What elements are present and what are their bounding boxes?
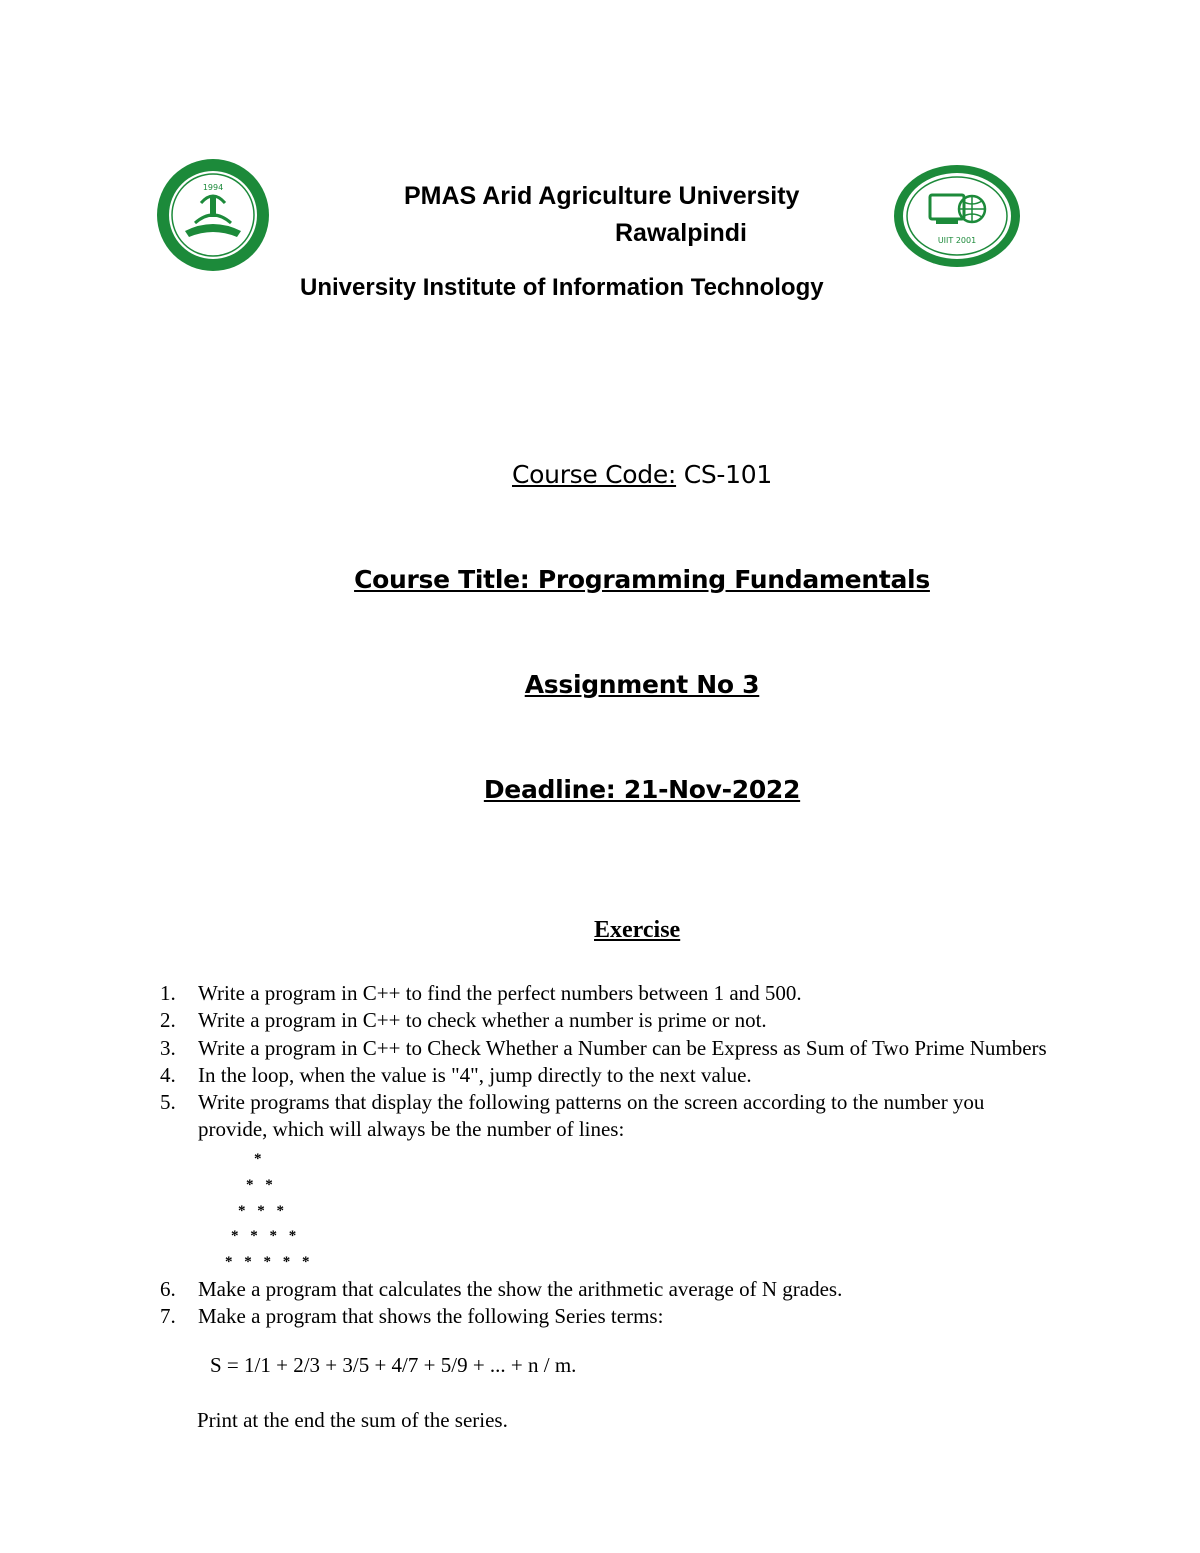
university-seal-logo	[155, 157, 271, 273]
course-code	[0, 460, 1200, 489]
item-number: 2.	[160, 1008, 176, 1033]
exercise-heading: Exercise	[594, 917, 681, 943]
deadline-text: Deadline: 21-Nov-2022	[483, 775, 801, 804]
item-text-continued: provide, which will always be the number of lines:	[198, 1117, 625, 1142]
item-number: 1.	[160, 981, 176, 1005]
item-text: Write a program in C++ to Check Whether a Number can be Express as Sum of Two Prime Numbers	[198, 1035, 1047, 1060]
list-item	[160, 1303, 1160, 1330]
pattern-row: * * *	[238, 1202, 288, 1219]
deadline	[0, 775, 1200, 804]
item-number: 7.	[160, 1304, 176, 1329]
item-text: Write a program in C++ to check whether a number is prime or not.	[198, 1008, 767, 1033]
list-item	[160, 1089, 1160, 1144]
item-text: Write a program in C++ to find the perfect numbers between 1 and 500.	[198, 981, 802, 1005]
exercise-list	[160, 980, 1160, 1330]
list-item	[160, 1062, 1160, 1089]
list-item	[160, 1276, 1160, 1303]
item-number: 5.	[160, 1090, 176, 1115]
item-number: 3.	[160, 1035, 176, 1060]
pattern-row: * *	[246, 1176, 277, 1193]
print-sum-instruction: Print at the end the sum of the series.	[197, 1408, 508, 1432]
svg-text:UIIT 2001: UIIT 2001	[937, 236, 977, 245]
course-title-text: Course Title: Programming Fundamentals	[354, 565, 930, 594]
assignment-number	[0, 670, 1200, 699]
institute-name: University Institute of Information Technology	[300, 274, 824, 301]
assignment-text: Assignment No 3	[524, 670, 760, 699]
pattern-row: *	[254, 1150, 266, 1167]
item-text: Write programs that display the following patterns on the screen according to the number you	[198, 1090, 985, 1115]
item-number: 4.	[160, 1062, 176, 1087]
course-title	[0, 565, 1200, 594]
course-code-label: Course Code:	[512, 460, 677, 489]
pattern-row: * * * *	[231, 1227, 301, 1244]
university-name: PMAS Arid Agriculture University	[404, 182, 800, 210]
item-number: 6.	[160, 1276, 176, 1301]
list-item	[160, 1035, 1160, 1062]
star-pattern	[160, 1144, 1160, 1276]
svg-text:1994: 1994	[202, 183, 224, 192]
item-text: In the loop, when the value is "4", jump directly to the next value.	[198, 1062, 752, 1087]
university-city: Rawalpindi	[615, 219, 747, 247]
series-formula: S = 1/1 + 2/3 + 3/5 + 4/7 + 5/9 + ... + n / m.	[210, 1353, 577, 1377]
pattern-row: * * * * *	[225, 1253, 314, 1270]
item-text: Make a program that calculates the show the arithmetic average of N grades.	[198, 1276, 843, 1301]
item-text: Make a program that shows the following Series terms:	[198, 1304, 664, 1329]
list-item	[160, 1007, 1160, 1034]
institute-seal-logo	[892, 163, 1022, 269]
list-item	[160, 980, 1160, 1007]
course-code-value: CS-101	[676, 460, 772, 489]
